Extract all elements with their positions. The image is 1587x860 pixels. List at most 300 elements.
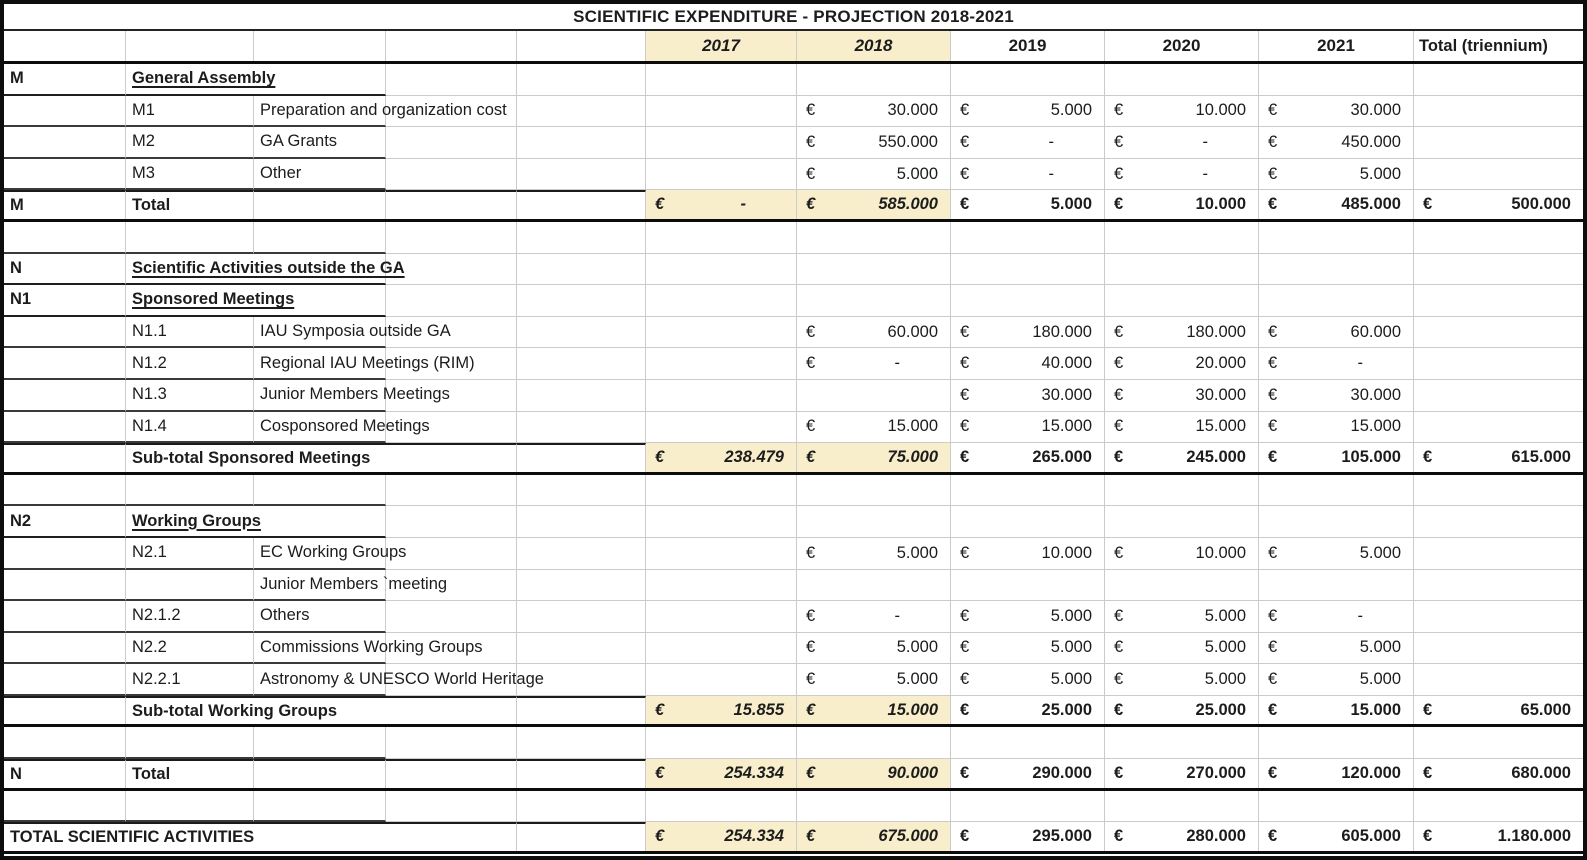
euro-symbol: €: [1268, 354, 1278, 373]
euro-symbol: €: [806, 164, 816, 183]
money-value: 5.000: [1050, 101, 1092, 120]
money-value: 15.000: [1195, 417, 1246, 436]
money-cell-y2021: [1259, 64, 1414, 96]
money-cell-y2017: [646, 348, 797, 380]
item-code-cell: N1.1: [126, 317, 254, 349]
blank-row: [4, 727, 1583, 759]
empty-cell: [517, 412, 646, 444]
euro-symbol: €: [1268, 417, 1278, 436]
item-code-cell: N2.2.1: [126, 664, 254, 696]
section-letter-cell: N: [4, 254, 126, 286]
empty-cell: [4, 601, 126, 633]
money-cell-y2021: [1259, 380, 1414, 412]
money-cell-total: [1414, 664, 1583, 696]
money-cell-y2017: [646, 727, 797, 759]
euro-symbol: €: [1423, 827, 1433, 846]
money-cell-total: [1414, 696, 1583, 725]
empty-cell: [126, 727, 254, 759]
empty-cell: [4, 412, 126, 444]
money-value: 605.000: [1341, 827, 1401, 846]
money-cell-y2019: [951, 348, 1105, 380]
money-cell-y2017: [646, 96, 797, 128]
item-code-cell: N1.4: [126, 412, 254, 444]
money-value: 485.000: [1341, 195, 1401, 214]
money-value: 90.000: [887, 763, 938, 782]
euro-symbol: €: [1114, 638, 1124, 657]
money-value: 40.000: [1041, 354, 1092, 373]
item-desc-cell: Junior Members Meetings: [254, 380, 386, 412]
money-cell-y2020: [1105, 475, 1259, 507]
money-cell-y2021: [1259, 664, 1414, 696]
money-cell-y2019: [951, 633, 1105, 665]
item-desc-cell: Astronomy & UNESCO World Heritage: [254, 664, 386, 696]
empty-cell: [4, 443, 126, 472]
money-value: 15.000: [1350, 700, 1401, 719]
money-value: 65.000: [1520, 700, 1571, 719]
money-cell-y2017: [646, 696, 797, 725]
money-value: 60.000: [887, 322, 938, 341]
money-cell-total: [1414, 254, 1583, 286]
empty-cell: [517, 159, 646, 191]
empty-cell: [4, 475, 126, 507]
euro-symbol: €: [1114, 763, 1124, 782]
money-cell-y2021: [1259, 759, 1414, 788]
item-code-cell: [126, 570, 254, 602]
money-value: 75.000: [887, 447, 938, 466]
money-cell-y2018: [797, 412, 951, 444]
empty-cell: [386, 96, 517, 128]
money-cell-y2020: [1105, 633, 1259, 665]
empty-cell: [517, 96, 646, 128]
euro-symbol: €: [806, 763, 816, 782]
euro-symbol: €: [1423, 447, 1433, 466]
money-cell-y2020: [1105, 380, 1259, 412]
year-header-2019: 2019: [951, 31, 1105, 61]
money-cell-y2021: [1259, 570, 1414, 602]
item-code-cell: M2: [126, 127, 254, 159]
money-cell-y2017: [646, 159, 797, 191]
money-value: 15.000: [887, 700, 938, 719]
money-cell-y2021: [1259, 222, 1414, 254]
money-value: 5.000: [1359, 670, 1401, 689]
euro-symbol: €: [960, 385, 970, 404]
euro-symbol: €: [655, 447, 665, 466]
total-row: [4, 190, 1583, 222]
money-cell-y2018: [797, 538, 951, 570]
item-row: [4, 538, 1583, 570]
empty-cell: [517, 190, 646, 219]
empty-cell: [4, 538, 126, 570]
money-cell-total: [1414, 127, 1583, 159]
euro-symbol: €: [1268, 638, 1278, 657]
money-cell-y2020: [1105, 348, 1259, 380]
empty-cell: [517, 664, 646, 696]
euro-symbol: €: [806, 132, 816, 151]
money-cell-y2021: [1259, 696, 1414, 725]
money-cell-y2020: [1105, 696, 1259, 725]
empty-cell: [4, 222, 126, 254]
euro-symbol: €: [655, 700, 665, 719]
section-row: [4, 254, 1583, 286]
money-cell-y2020: [1105, 443, 1259, 472]
empty-cell: [386, 127, 517, 159]
empty-cell: [517, 791, 646, 823]
empty-cell: [4, 159, 126, 191]
money-value: 15.000: [1350, 417, 1401, 436]
item-row: [4, 412, 1583, 444]
money-value: 270.000: [1186, 763, 1246, 782]
empty-cell: [517, 348, 646, 380]
money-cell-y2020: [1105, 727, 1259, 759]
money-value: 10.000: [1041, 543, 1092, 562]
empty-cell: [517, 601, 646, 633]
money-value: 15.000: [1041, 417, 1092, 436]
empty-cell: [517, 285, 646, 317]
money-value: 30.000: [1195, 385, 1246, 404]
money-value: 20.000: [1195, 354, 1246, 373]
euro-symbol: €: [1114, 543, 1124, 562]
blank-row: [4, 475, 1583, 507]
euro-symbol: €: [1114, 164, 1124, 183]
page-title: SCIENTIFIC EXPENDITURE - PROJECTION 2018-2021: [573, 6, 1014, 26]
money-cell-y2021: [1259, 506, 1414, 538]
money-cell-y2017: [646, 190, 797, 219]
empty-cell: [517, 538, 646, 570]
money-cell-y2021: [1259, 159, 1414, 191]
money-cell-total: [1414, 601, 1583, 633]
item-code-cell: N1.2: [126, 348, 254, 380]
year-header-2018: 2018: [797, 31, 951, 61]
money-value: 5.000: [896, 638, 938, 657]
money-cell-y2019: [951, 127, 1105, 159]
item-code-cell: M3: [126, 159, 254, 191]
item-desc-cell: Cosponsored Meetings: [254, 412, 386, 444]
item-row: [4, 664, 1583, 696]
money-cell-y2017: [646, 570, 797, 602]
euro-symbol: €: [1268, 322, 1278, 341]
money-cell-y2018: [797, 475, 951, 507]
money-value: 15.000: [887, 417, 938, 436]
item-desc-cell: Junior Members `meeting: [254, 570, 386, 602]
money-cell-y2018: [797, 222, 951, 254]
euro-symbol: €: [1268, 670, 1278, 689]
money-cell-y2020: [1105, 412, 1259, 444]
money-cell-y2019: [951, 64, 1105, 96]
grandtotal-label-cell: TOTAL SCIENTIFIC ACTIVITIES: [4, 822, 517, 851]
money-cell-y2017: [646, 127, 797, 159]
euro-symbol: €: [1268, 700, 1278, 719]
empty-cell: [386, 285, 517, 317]
empty-cell: [386, 159, 517, 191]
money-cell-y2019: [951, 759, 1105, 788]
money-cell-y2018: [797, 254, 951, 286]
money-cell-y2019: [951, 538, 1105, 570]
money-value: 30.000: [1041, 385, 1092, 404]
money-cell-y2020: [1105, 96, 1259, 128]
euro-symbol: €: [1268, 385, 1278, 404]
money-cell-y2020: [1105, 159, 1259, 191]
money-cell-y2018: [797, 348, 951, 380]
money-cell-y2019: [951, 96, 1105, 128]
money-cell-y2018: [797, 633, 951, 665]
money-cell-y2017: [646, 475, 797, 507]
money-value: 30.000: [887, 101, 938, 120]
euro-symbol: €: [1114, 354, 1124, 373]
money-value: 5.000: [1359, 638, 1401, 657]
euro-symbol: €: [960, 195, 970, 214]
empty-cell: [386, 380, 517, 412]
empty-cell: [386, 633, 517, 665]
money-cell-y2017: [646, 317, 797, 349]
money-value: -: [894, 354, 900, 373]
money-cell-y2018: [797, 727, 951, 759]
euro-symbol: €: [806, 101, 816, 120]
money-cell-y2020: [1105, 254, 1259, 286]
empty-cell: [386, 601, 517, 633]
euro-symbol: €: [1268, 132, 1278, 151]
money-cell-y2017: [646, 412, 797, 444]
money-cell-y2021: [1259, 127, 1414, 159]
money-value: 265.000: [1032, 447, 1092, 466]
money-cell-y2019: [951, 190, 1105, 219]
empty-cell: [517, 727, 646, 759]
empty-cell: [386, 759, 517, 788]
euro-symbol: €: [806, 543, 816, 562]
empty-cell: [517, 822, 646, 851]
empty-cell: [126, 475, 254, 507]
money-value: 550.000: [878, 132, 938, 151]
money-value: 1.180.000: [1497, 827, 1571, 846]
euro-symbol: €: [960, 543, 970, 562]
empty-cell: [517, 570, 646, 602]
money-cell-y2021: [1259, 633, 1414, 665]
empty-cell: [4, 96, 126, 128]
money-cell-y2018: [797, 159, 951, 191]
total-label-cell: Total: [126, 190, 254, 219]
euro-symbol: €: [960, 132, 970, 151]
item-row: [4, 348, 1583, 380]
euro-symbol: €: [1268, 447, 1278, 466]
money-cell-total: [1414, 380, 1583, 412]
euro-symbol: €: [960, 763, 970, 782]
item-code-cell: N2.1.2: [126, 601, 254, 633]
money-cell-y2021: [1259, 317, 1414, 349]
money-value: 180.000: [1186, 322, 1246, 341]
empty-cell: [517, 222, 646, 254]
money-cell-y2020: [1105, 222, 1259, 254]
euro-symbol: €: [655, 827, 665, 846]
money-cell-y2020: [1105, 822, 1259, 851]
money-value: 25.000: [1041, 700, 1092, 719]
empty-cell: [386, 791, 517, 823]
subtotal-row: [4, 696, 1583, 728]
money-cell-y2019: [951, 822, 1105, 851]
euro-symbol: €: [1268, 195, 1278, 214]
money-cell-y2018: [797, 64, 951, 96]
money-cell-y2018: [797, 759, 951, 788]
money-value: -: [894, 606, 900, 625]
money-cell-y2019: [951, 317, 1105, 349]
money-cell-y2017: [646, 759, 797, 788]
money-cell-total: [1414, 96, 1583, 128]
money-cell-total: [1414, 570, 1583, 602]
section-row: [4, 64, 1583, 96]
section-letter-cell: N1: [4, 285, 126, 317]
empty-cell: [386, 31, 517, 61]
money-cell-total: [1414, 64, 1583, 96]
money-value: 254.334: [724, 763, 784, 782]
blank-row: [4, 222, 1583, 254]
empty-cell: [386, 190, 517, 219]
euro-symbol: €: [960, 606, 970, 625]
empty-cell: [126, 31, 254, 61]
empty-cell: [386, 664, 517, 696]
item-code-cell: N2.1: [126, 538, 254, 570]
money-cell-y2018: [797, 96, 951, 128]
empty-cell: [254, 475, 386, 507]
year-header-2020: 2020: [1105, 31, 1259, 61]
money-value: 5.000: [1359, 543, 1401, 562]
item-row: [4, 317, 1583, 349]
year-header-row: [4, 31, 1583, 64]
money-cell-total: [1414, 317, 1583, 349]
euro-symbol: €: [806, 827, 816, 846]
money-value: 5.000: [896, 164, 938, 183]
money-value: -: [1357, 606, 1363, 625]
euro-symbol: €: [806, 606, 816, 625]
money-cell-y2019: [951, 380, 1105, 412]
empty-cell: [517, 759, 646, 788]
section-label-cell: Working Groups: [126, 506, 386, 538]
blank-row: [4, 791, 1583, 823]
money-value: 10.000: [1195, 195, 1246, 214]
money-value: 280.000: [1186, 827, 1246, 846]
money-cell-total: [1414, 791, 1583, 823]
money-value: 180.000: [1032, 322, 1092, 341]
money-cell-y2021: [1259, 190, 1414, 219]
money-cell-total: [1414, 759, 1583, 788]
money-cell-y2017: [646, 601, 797, 633]
euro-symbol: €: [960, 322, 970, 341]
money-value: 30.000: [1350, 101, 1401, 120]
item-desc-cell: GA Grants: [254, 127, 386, 159]
item-row: [4, 159, 1583, 191]
empty-cell: [517, 475, 646, 507]
euro-symbol: €: [1114, 322, 1124, 341]
money-cell-y2020: [1105, 506, 1259, 538]
subtotal-label-cell: Sub-total Working Groups: [126, 696, 517, 725]
money-value: 120.000: [1341, 763, 1401, 782]
empty-cell: [386, 570, 517, 602]
euro-symbol: €: [806, 700, 816, 719]
euro-symbol: €: [960, 670, 970, 689]
empty-cell: [386, 727, 517, 759]
money-value: 5.000: [1050, 195, 1092, 214]
empty-cell: [386, 538, 517, 570]
item-row: [4, 96, 1583, 128]
money-cell-y2017: [646, 380, 797, 412]
money-value: -: [1048, 132, 1054, 151]
money-cell-y2019: [951, 159, 1105, 191]
money-cell-y2019: [951, 696, 1105, 725]
money-value: -: [740, 195, 746, 214]
total-label-cell: Total: [126, 759, 254, 788]
item-desc-cell: EC Working Groups: [254, 538, 386, 570]
item-desc-cell: Commissions Working Groups: [254, 633, 386, 665]
money-cell-y2018: [797, 127, 951, 159]
euro-symbol: €: [806, 354, 816, 373]
empty-cell: [4, 696, 126, 725]
money-value: 585.000: [878, 195, 938, 214]
money-cell-y2017: [646, 443, 797, 472]
euro-symbol: €: [960, 638, 970, 657]
euro-symbol: €: [1423, 763, 1433, 782]
euro-symbol: €: [1114, 827, 1124, 846]
money-cell-y2020: [1105, 317, 1259, 349]
money-cell-y2018: [797, 380, 951, 412]
empty-cell: [254, 791, 386, 823]
money-value: -: [1202, 164, 1208, 183]
empty-cell: [386, 348, 517, 380]
euro-symbol: €: [655, 195, 665, 214]
euro-symbol: €: [806, 638, 816, 657]
item-row: [4, 570, 1583, 602]
section-row: [4, 285, 1583, 317]
money-cell-y2018: [797, 601, 951, 633]
empty-cell: [517, 317, 646, 349]
money-cell-total: [1414, 285, 1583, 317]
money-cell-y2017: [646, 822, 797, 851]
money-cell-y2021: [1259, 348, 1414, 380]
money-value: 15.855: [733, 700, 784, 719]
money-cell-total: [1414, 822, 1583, 851]
euro-symbol: €: [1423, 700, 1433, 719]
grandtotal-row: [4, 822, 1583, 854]
money-value: 5.000: [1204, 638, 1246, 657]
section-letter-cell: M: [4, 64, 126, 96]
empty-cell: [386, 254, 517, 286]
year-header-2017: 2017: [646, 31, 797, 61]
empty-cell: [517, 64, 646, 96]
money-cell-y2019: [951, 570, 1105, 602]
money-value: 295.000: [1032, 827, 1092, 846]
empty-cell: [386, 64, 517, 96]
euro-symbol: €: [806, 322, 816, 341]
money-cell-y2017: [646, 506, 797, 538]
item-desc-cell: Preparation and organization cost: [254, 96, 386, 128]
money-cell-y2021: [1259, 96, 1414, 128]
money-cell-y2021: [1259, 443, 1414, 472]
money-cell-y2018: [797, 696, 951, 725]
money-cell-y2017: [646, 664, 797, 696]
money-cell-y2019: [951, 443, 1105, 472]
euro-symbol: €: [1114, 101, 1124, 120]
money-cell-y2020: [1105, 64, 1259, 96]
empty-cell: [4, 570, 126, 602]
money-value: -: [1357, 354, 1363, 373]
money-cell-y2017: [646, 64, 797, 96]
money-value: 25.000: [1195, 700, 1246, 719]
empty-cell: [4, 791, 126, 823]
money-cell-y2021: [1259, 538, 1414, 570]
euro-symbol: €: [1268, 164, 1278, 183]
item-code-cell: N1.3: [126, 380, 254, 412]
euro-symbol: €: [806, 447, 816, 466]
euro-symbol: €: [1114, 700, 1124, 719]
total-triennium-header: Total (triennium): [1419, 36, 1548, 55]
euro-symbol: €: [806, 670, 816, 689]
section-letter-cell: M: [4, 190, 126, 219]
